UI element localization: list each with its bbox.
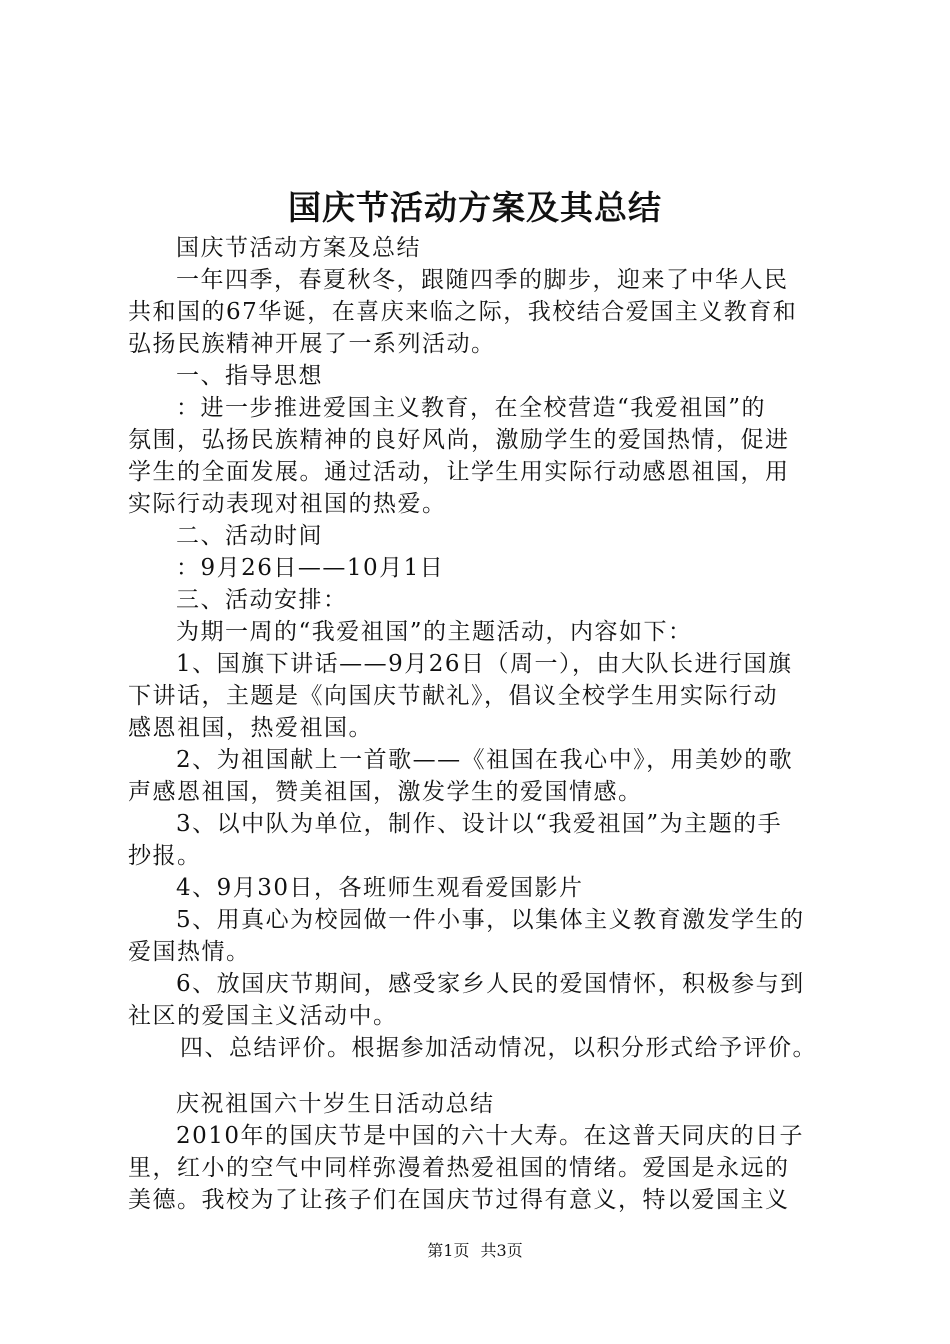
section-heading: 三、活动安排： <box>176 587 348 613</box>
body-line: 社区的爱国主义活动中。 <box>128 1003 398 1029</box>
paragraph-gap <box>128 1064 833 1088</box>
list-item: 3、以中队为单位，制作、设计以“我爱祖国”为主题的手 <box>176 811 783 837</box>
body-line: 声感恩祖国，赞美祖国，激发学生的爱国情感。 <box>128 779 643 805</box>
body-line: 下讲话，主题是《向国庆节献礼》，倡议全校学生用实际行动 <box>128 683 778 709</box>
body-line: 学生的全面发展。通过活动，让学生用实际行动感恩祖国，用 <box>128 459 790 485</box>
page-number: 第1页 <box>427 1241 470 1260</box>
body-line: 美德。我校为了让孩子们在国庆节过得有意义，特以爱国主义 <box>128 1187 790 1213</box>
body-line: ：9月26日——10月1日 <box>176 555 445 581</box>
body-line: 氛围，弘扬民族精神的良好风尚，激励学生的爱国热情，促进 <box>128 427 790 453</box>
section-heading: 庆祝祖国六十岁生日活动总结 <box>176 1091 495 1117</box>
body-line: 爱国热情。 <box>128 939 251 965</box>
section-heading: 一、指导思想 <box>176 363 323 389</box>
section-heading: 四、总结评价。根据参加活动情况，以积分形式给予评价。 <box>180 1035 817 1061</box>
list-item: 5、用真心为校园做一件小事，以集体主义教育激发学生的 <box>176 907 805 933</box>
list-item: 2、为祖国献上一首歌——《祖国在我心中》，用美妙的歌 <box>176 747 794 773</box>
body-line: 共和国的67华诞，在喜庆来临之际，我校结合爱国主义教育和 <box>128 299 798 325</box>
body-line: 一年四季，春夏秋冬，跟随四季的脚步，迎来了中华人民 <box>176 267 789 293</box>
body-line: 为期一周的“我爱祖国”的主题活动，内容如下： <box>176 619 693 645</box>
body-line: 国庆节活动方案及总结 <box>176 235 421 261</box>
body-line: 2010年的国庆节是中国的六十大寿。在这普天同庆的日子 <box>176 1123 805 1149</box>
page-footer <box>0 1240 950 1262</box>
body-line: ：进一步推进爱国主义教育，在全校营造“我爱祖国”的 <box>176 395 767 421</box>
body-line: 感恩祖国，热爱祖国。 <box>128 715 373 741</box>
section-heading: 二、活动时间 <box>176 523 323 549</box>
list-item: 1、国旗下讲话——9月26日（周一），由大队长进行国旗 <box>176 651 793 677</box>
document-body <box>128 232 833 1216</box>
list-item: 4、9月30日，各班师生观看爱国影片 <box>176 875 584 901</box>
body-line: 抄报。 <box>128 843 202 869</box>
page-total: 共3页 <box>480 1241 523 1260</box>
body-line: 里，红小的空气中同样弥漫着热爱祖国的情绪。爱国是永远的 <box>128 1155 790 1181</box>
document-title: 国庆节活动方案及其总结 <box>288 188 662 227</box>
body-line: 实际行动表现对祖国的热爱。 <box>128 491 447 517</box>
body-line: 弘扬民族精神开展了一系列活动。 <box>128 331 496 357</box>
list-item: 6、放国庆节期间，感受家乡人民的爱国情怀，积极参与到 <box>176 971 805 997</box>
